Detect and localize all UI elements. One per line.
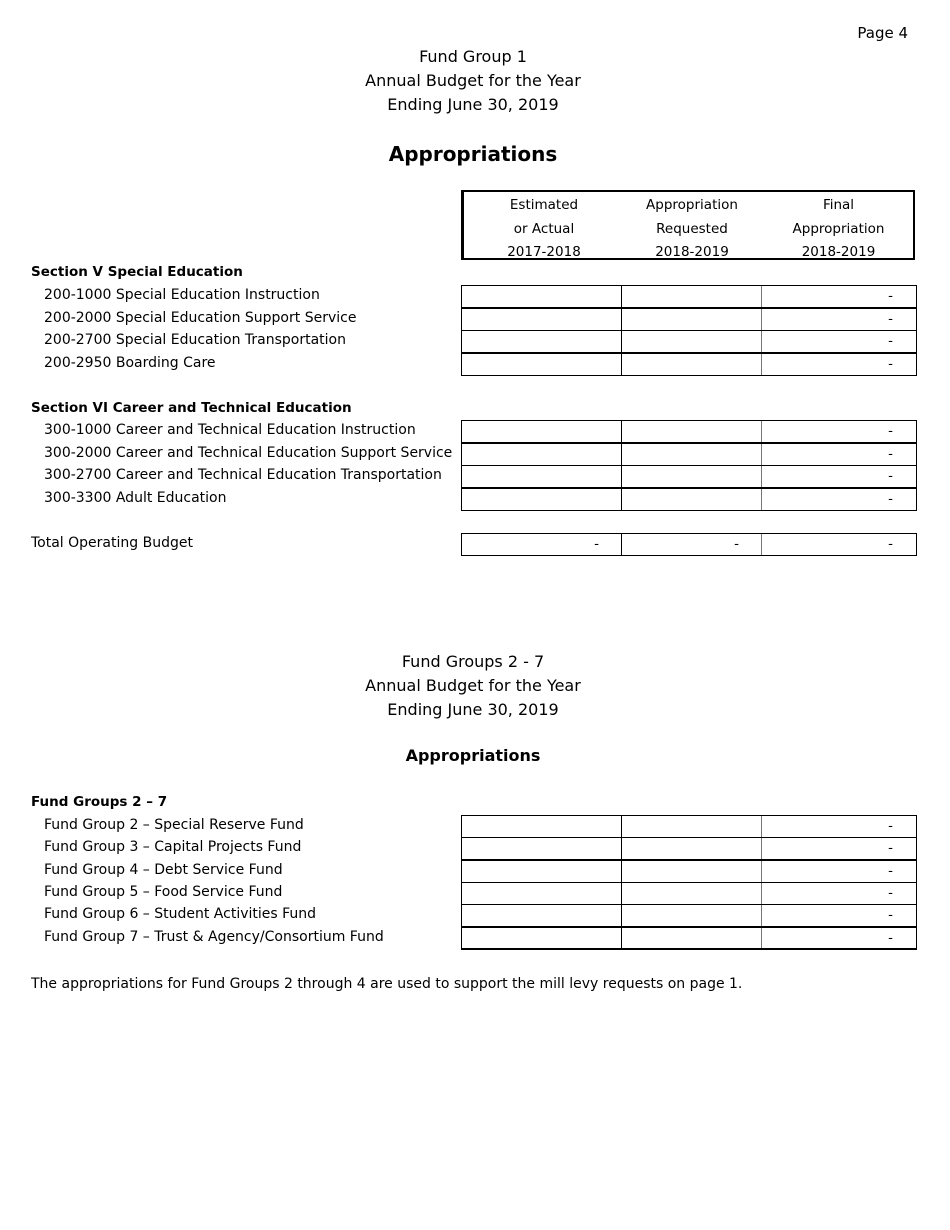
table-row <box>461 488 917 511</box>
cell-final[interactable]: - <box>888 446 893 462</box>
cell-requested[interactable] <box>622 861 762 882</box>
row-label: 200-1000 Special Education Instruction <box>44 287 320 303</box>
cell-requested[interactable] <box>622 421 762 442</box>
row-label: 300-1000 Career and Technical Education Instruction <box>44 422 416 438</box>
cell-estimated[interactable] <box>462 421 622 442</box>
header-line: Appropriation <box>792 220 885 237</box>
cell-estimated[interactable] <box>462 928 622 948</box>
table-row <box>461 815 917 838</box>
cell-final[interactable]: - <box>888 536 893 552</box>
cell-final[interactable]: - <box>888 863 893 879</box>
cell-estimated[interactable] <box>462 354 622 375</box>
cell-estimated[interactable] <box>462 905 622 926</box>
title-line: Annual Budget for the Year <box>365 71 581 90</box>
cell-final[interactable]: - <box>888 491 893 507</box>
cell-requested[interactable] <box>622 883 762 904</box>
cell-estimated[interactable] <box>462 816 622 837</box>
cell-final[interactable]: - <box>888 288 893 304</box>
cell-estimated[interactable] <box>462 466 622 487</box>
cell-estimated[interactable] <box>462 286 622 307</box>
cell-final[interactable]: - <box>888 311 893 327</box>
cell-requested[interactable] <box>622 489 762 510</box>
cell-estimated[interactable] <box>462 331 622 352</box>
fund-group-1-title <box>0 45 946 117</box>
title-line: Annual Budget for the Year <box>365 676 581 695</box>
table-row <box>461 443 917 466</box>
column-header-requested <box>622 194 762 265</box>
row-label: 200-2950 Boarding Care <box>44 355 216 371</box>
header-line: Appropriation <box>646 197 738 213</box>
cell-estimated[interactable] <box>462 309 622 330</box>
cell-requested[interactable] <box>622 309 762 330</box>
cell-requested[interactable] <box>622 838 762 859</box>
header-line: Requested <box>656 220 728 237</box>
table-row <box>461 927 917 950</box>
header-line: or Actual <box>513 220 575 237</box>
table-row <box>461 882 917 905</box>
cell-requested[interactable] <box>622 905 762 926</box>
cell-final[interactable]: - <box>888 930 893 946</box>
row-label: Fund Group 7 – Trust & Agency/Consortium Fund <box>44 929 384 945</box>
table-row <box>461 353 917 376</box>
cell-requested[interactable] <box>622 444 762 465</box>
total-operating-budget-label: Total Operating Budget <box>31 535 193 551</box>
cell-estimated[interactable] <box>462 883 622 904</box>
row-label: Fund Group 2 – Special Reserve Fund <box>44 817 304 833</box>
table-row <box>461 904 917 927</box>
table-row <box>461 285 917 308</box>
header-line: 2018-2019 <box>801 244 876 260</box>
cell-final[interactable]: - <box>888 907 893 923</box>
fund-groups-2-7-title <box>0 650 946 722</box>
row-label: Fund Group 6 – Student Activities Fund <box>44 906 317 922</box>
cell-estimated[interactable] <box>462 838 622 859</box>
row-label: 300-3300 Adult Education <box>44 490 227 506</box>
header-line: Final <box>822 197 855 213</box>
table-row <box>461 860 917 883</box>
table-row <box>461 837 917 860</box>
cell-requested[interactable] <box>622 466 762 487</box>
cell-requested[interactable] <box>622 331 762 352</box>
row-label: Fund Group 3 – Capital Projects Fund <box>44 839 302 855</box>
section-vi-title: Section VI Career and Technical Education <box>31 400 352 416</box>
cell-final[interactable]: - <box>888 356 893 372</box>
table-row <box>461 420 917 443</box>
appropriations-heading: Appropriations <box>388 142 558 166</box>
cell-final[interactable]: - <box>888 333 893 349</box>
section-v-title: Section V Special Education <box>31 264 243 280</box>
column-header-final <box>762 194 915 265</box>
title-line: Fund Group 1 <box>419 47 527 66</box>
page-number: Page 4 <box>857 24 908 42</box>
table-row <box>461 465 917 488</box>
header-line: 2017-2018 <box>507 244 581 260</box>
header-line: 2018-2019 <box>655 244 729 260</box>
title-line: Ending June 30, 2019 <box>387 700 559 719</box>
title-line: Ending June 30, 2019 <box>387 95 559 114</box>
cell-estimated[interactable] <box>462 861 622 882</box>
row-label: Fund Group 4 – Debt Service Fund <box>44 862 283 878</box>
cell-estimated[interactable] <box>462 444 622 465</box>
footnote: The appropriations for Fund Groups 2 through 4 are used to support the mill levy requests on page 1. <box>31 976 743 992</box>
cell-final[interactable]: - <box>888 423 893 439</box>
header-line: Estimated <box>509 197 579 213</box>
row-label: 300-2000 Career and Technical Education Support Service <box>44 445 453 461</box>
cell-requested[interactable] <box>622 354 762 375</box>
row-label: 300-2700 Career and Technical Education Transportation <box>44 467 442 483</box>
column-header-estimated <box>464 194 624 265</box>
cell-final[interactable]: - <box>888 468 893 484</box>
row-label: Fund Group 5 – Food Service Fund <box>44 884 283 900</box>
cell-requested[interactable] <box>622 286 762 307</box>
row-label: 200-2000 Special Education Support Service <box>44 310 357 326</box>
cell-requested[interactable] <box>622 928 762 948</box>
cell-final[interactable]: - <box>888 885 893 901</box>
row-label: 200-2700 Special Education Transportation <box>44 332 346 348</box>
cell-estimated[interactable] <box>462 489 622 510</box>
column-header-box <box>461 190 915 260</box>
table-row <box>461 308 917 331</box>
fund-groups-section-title: Fund Groups 2 – 7 <box>31 794 168 810</box>
total-row <box>461 533 917 556</box>
cell-requested[interactable]: - <box>622 534 762 555</box>
cell-requested[interactable] <box>622 816 762 837</box>
title-line: Fund Groups 2 - 7 <box>401 652 545 671</box>
cell-estimated[interactable]: - <box>462 534 622 555</box>
table-row <box>461 330 917 353</box>
cell-final[interactable]: - <box>888 840 893 856</box>
cell-final[interactable]: - <box>888 818 893 834</box>
appropriations-heading: Appropriations <box>405 746 541 765</box>
